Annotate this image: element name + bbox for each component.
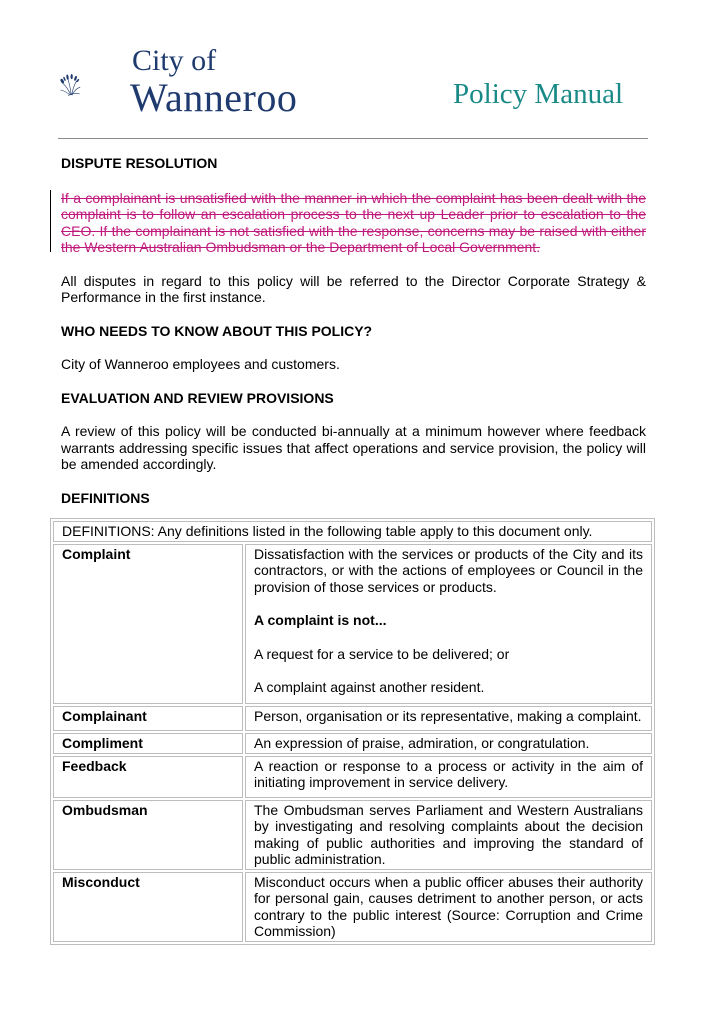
table-row: [53, 800, 652, 870]
table-row: [53, 544, 652, 704]
sub-item: A request for a service to be delivered; or: [254, 645, 510, 662]
table-row: [53, 872, 652, 942]
table-row: [53, 706, 652, 732]
term-cell: Complainant: [53, 706, 243, 732]
evaluation-body: A review of this policy will be conducted bi-annually at a minimum however where feedback warrants addressing specific issues that affect operations and service provision, the policy will be amended accordingly.: [61, 423, 646, 472]
table-caption: DEFINITIONS: Any definitions listed in the following table apply to this document only.: [53, 521, 652, 542]
city-of-wanneroo-logo: [60, 45, 135, 125]
who-heading: WHO NEEDS TO KNOW ABOUT THIS POLICY?: [61, 322, 373, 339]
term-cell: Feedback: [53, 756, 243, 798]
evaluation-heading: EVALUATION AND REVIEW PROVISIONS: [61, 389, 334, 406]
term-cell: Ombudsman: [53, 800, 243, 870]
table-row: [53, 733, 652, 754]
description-text: Dissatisfaction with the services or products of the City and its contractors, or with the actions of employees or Council in the provision of those services or products.: [254, 545, 643, 595]
term-cell: Compliment: [53, 733, 243, 754]
table-row: [53, 756, 652, 798]
header-divider: [58, 138, 648, 139]
description-cell: The Ombudsman serves Parliament and Western Australians by investigating and resolving complaints about the decision making of public authorities and improving the standard of public administration.: [245, 800, 652, 870]
sub-item: A complaint against another resident.: [254, 679, 485, 695]
policy-content: [61, 155, 646, 506]
manual-title: Policy Manual: [453, 78, 623, 110]
definitions-heading: DEFINITIONS: [61, 489, 150, 506]
logo-line-1: City of: [132, 44, 217, 77]
table-caption-row: [53, 521, 652, 542]
struck-paragraph: If a complainant is unsatisfied with the manner in which the complaint has been dealt with the complaint is to follow an escalation process to the next up Leader prior to escalation to the CEO. If the complainant is not satisfied with the response, concerns may be raised with either the Western Australian Ombudsman or the Department of Local Government.: [61, 189, 646, 255]
description-cell: [245, 544, 652, 704]
sub-heading: A complaint is not...: [254, 612, 387, 628]
description-cell: Misconduct occurs when a public officer abuses their authority for personal gain, causes detriment to another person, or acts contrary to the public interest (Source: Corruption and Crime Commission): [245, 872, 652, 942]
description-cell: A reaction or response to a process or activity in the aim of initiating improvement in service delivery.: [245, 756, 652, 798]
description-cell: Person, organisation or its representative, making a complaint.: [245, 706, 652, 732]
description-cell: An expression of praise, admiration, or congratulation.: [245, 733, 652, 754]
definitions-table: [50, 518, 655, 945]
logo-line-2: Wanneroo: [130, 75, 298, 120]
term-cell: Complaint: [53, 544, 243, 704]
revision-change-bar: [50, 190, 51, 252]
term-cell: Misconduct: [53, 872, 243, 942]
dispute-body: All disputes in regard to this policy will be referred to the Director Corporate Strategy & Performance in the first instance.: [61, 272, 646, 305]
who-body: City of Wanneroo employees and customers.: [61, 356, 340, 372]
dispute-heading: DISPUTE RESOLUTION: [61, 155, 218, 171]
